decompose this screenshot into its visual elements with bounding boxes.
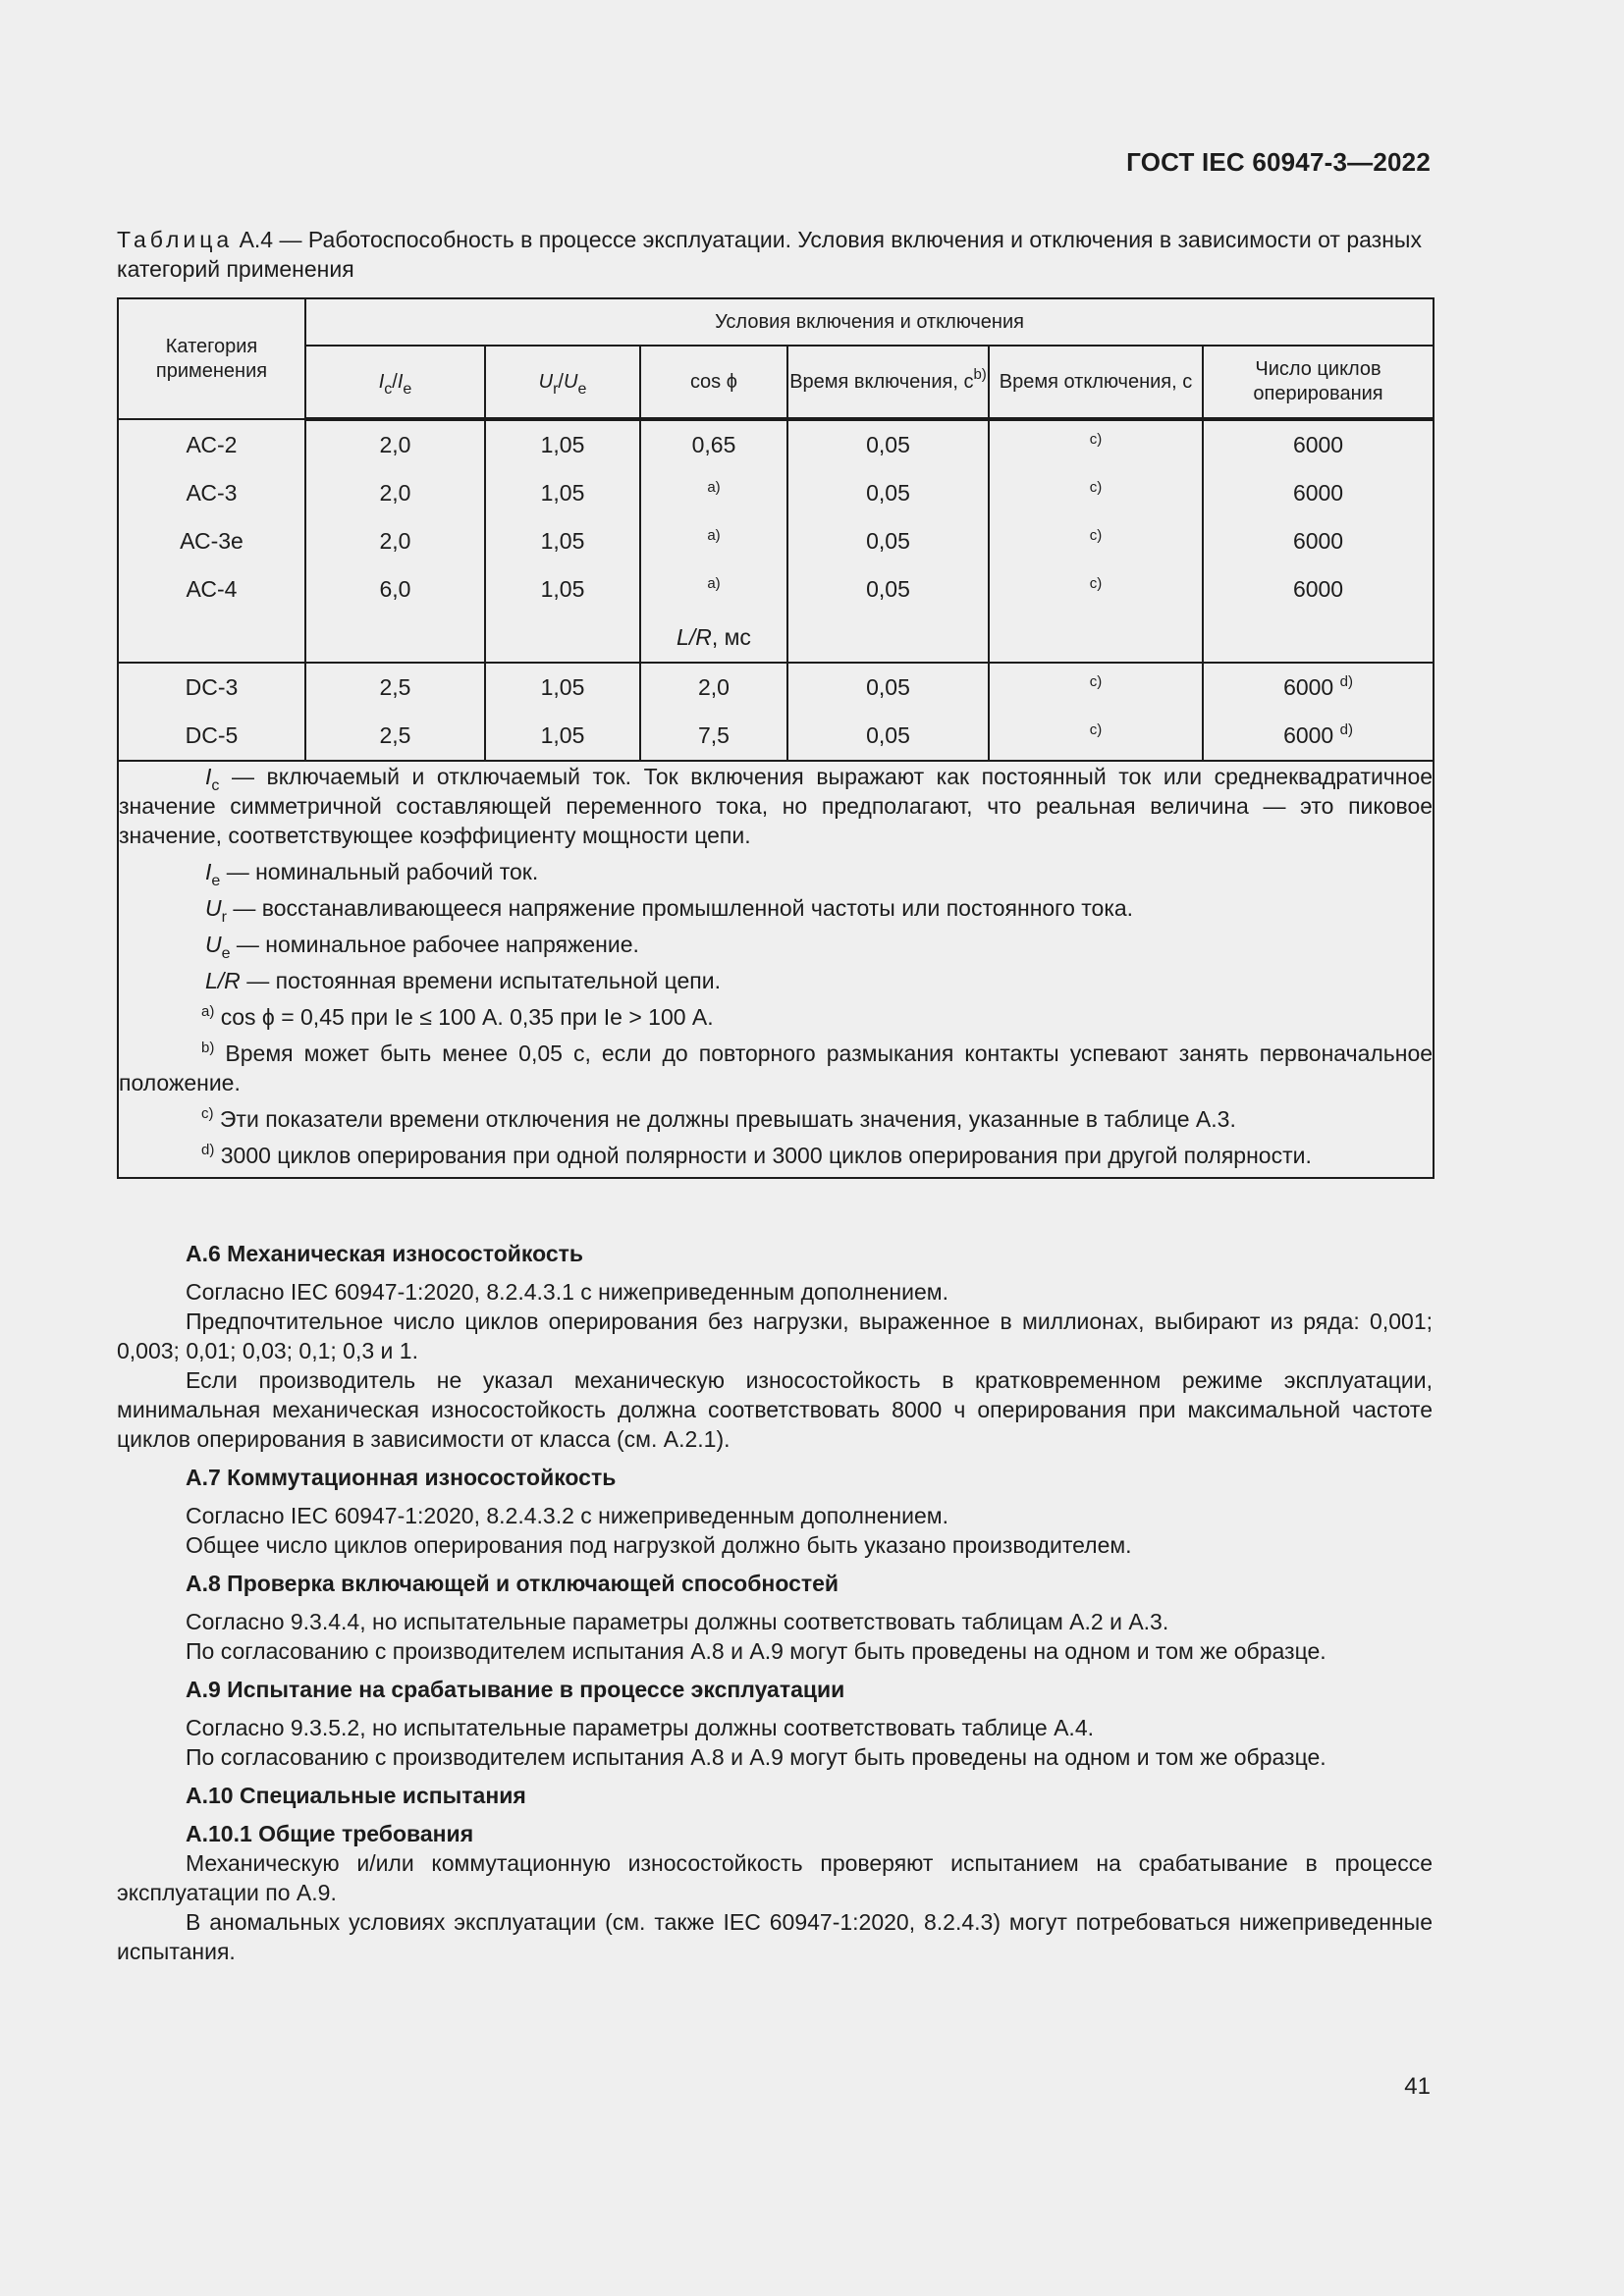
table-row-lr-header (118, 614, 1434, 663)
document-body (117, 1239, 1433, 1966)
header-time-on: Время включения, $с^{b)}$ (787, 346, 989, 419)
paragraph: Согласно IEC 60947-1:2020, 8.2.4.3.2 с нижеприведенным дополнением. (186, 1503, 948, 1528)
table-row: АС-3е 2,0 1,05 $^{a)}$ 0,05 $^{c)}$ 6000 (118, 517, 1434, 565)
table-row: DC-3 2,5 1,05 2,0 0,05 $^{c)}$ 6000 $^{d)}$ (118, 663, 1434, 712)
table-caption (117, 225, 1433, 284)
footnote-a: $^{a)}$ cos ϕ = 0,45 при Ie ≤ 100 А. 0,35 при Ie > 100 А. (201, 1003, 714, 1030)
footnote-b: $^{b)}$ Время может быть менее 0,05 с, если до повторного размыкания контакты успевают занять первоначальное положение. (119, 1040, 1434, 1095)
header-conditions-group: Условия включения и отключения (305, 298, 1434, 346)
section-a7-title: А.7 Коммутационная износостойкость (186, 1465, 617, 1490)
table-notes (118, 761, 1434, 1178)
paragraph: Если производитель не указал механическую износостойкость в кратковременном режиме эксплуатации, минимальная механическая износостойкость должна соответствовать 8000 ч оперирования при максимальной частоте циклов оперирования в зависимости от класса (см. А.2.1). (117, 1367, 1433, 1452)
header-cos-phi: cos ϕ (640, 346, 787, 419)
header-ur-ue: $U_r/U_e$ (485, 346, 640, 419)
paragraph: Согласно 9.3.4.4, но испытательные параметры должны соответствовать таблицам А.2 и А.3. (186, 1609, 1169, 1634)
caption-label: Таблица (117, 227, 234, 252)
table-row: DC-5 2,5 1,05 7,5 0,05 $^{c)}$ 6000 $^{d)}$ (118, 712, 1434, 761)
section-a10-title: А.10 Специальные испытания (186, 1783, 526, 1808)
section-a6-title: А.6 Механическая износостойкость (186, 1241, 584, 1266)
paragraph: Предпочтительное число циклов оперирования без нагрузки, выраженное в миллионах, выбирают из ряда: 0,001; 0,003; 0,01; 0,03; 0,1; 0,3 и 1. (117, 1308, 1433, 1363)
table-row: АС-2 2,0 1,05 0,65 0,05 $^{c)}$ 6000 (118, 419, 1434, 469)
paragraph: Общее число циклов оперирования под нагрузкой должно быть указано производителем. (186, 1532, 1132, 1558)
paragraph: Согласно IEC 60947-1:2020, 8.2.4.3.1 с нижеприведенным дополнением. (186, 1279, 948, 1305)
paragraph: В аномальных условиях эксплуатации (см. также IEC 60947-1:2020, 8.2.4.3) могут потребоваться нижеприведенные испытания. (117, 1909, 1433, 1964)
paragraph: Механическую и/или коммутационную износостойкость проверяют испытанием на срабатывание в процессе эксплуатации по А.9. (117, 1850, 1433, 1905)
paragraph: По согласованию с производителем испытания А.8 и А.9 могут быть проведены на одном и том же образце. (186, 1638, 1326, 1664)
note-lr: L/R — постоянная времени испытательной цепи. (205, 968, 721, 993)
footnote-c: $^{c)}$ Эти показатели времени отключения не должны превышать значения, указанные в таблице А.3. (201, 1105, 1236, 1132)
header-time-off: Время отключения, с (989, 346, 1203, 419)
header-category: Категория применения (118, 298, 305, 419)
note-ue: $U_e$ — номинальное рабочее напряжение. (205, 932, 639, 962)
header-cycles: Число циклов оперирования (1203, 346, 1434, 419)
lr-subheader: L/R, мс (640, 614, 787, 663)
section-a9-title: А.9 Испытание на срабатывание в процессе эксплуатации (186, 1677, 845, 1702)
footnote-d: $^{d)}$ 3000 циклов оперирования при одной полярности и 3000 циклов оперирования при другой полярности. (201, 1142, 1312, 1168)
caption-text: А.4 — Работоспособность в процессе эксплуатации. Условия включения и отключения в зависимости от разных категорий применения (117, 227, 1422, 282)
note-ic: $I_c$ — включаемый и отключаемый ток. Ток включения выражают как постоянный ток или среднеквадратичное значение симметричной составляющей переменного тока, но предполагают, что реальная величина — это пиковое значение, соответствующее коэффициенту мощности цепи. (119, 764, 1434, 848)
paragraph: По согласованию с производителем испытания А.8 и А.9 могут быть проведены на одном и том же образце. (186, 1744, 1326, 1770)
table-row: АС-3 2,0 1,05 $^{a)}$ 0,05 $^{c)}$ 6000 (118, 469, 1434, 517)
note-ie: $I_e$ — номинальный рабочий ток. (205, 859, 539, 889)
table-row: АС-4 6,0 1,05 $^{a)}$ 0,05 $^{c)}$ 6000 (118, 565, 1434, 614)
note-ur: $U_r$ — восстанавливающееся напряжение промышленной частоты или постоянного тока. (205, 895, 1134, 926)
page-number: 41 (1404, 2073, 1431, 2100)
operating-conditions-table (117, 297, 1435, 1179)
document-header: ГОСТ IEC 60947-3—2022 (1126, 147, 1431, 177)
header-ic-ie: $I_c/I_e$ (305, 346, 485, 419)
section-a8-title: А.8 Проверка включающей и отключающей способностей (186, 1571, 839, 1596)
paragraph: Согласно 9.3.5.2, но испытательные параметры должны соответствовать таблице А.4. (186, 1715, 1095, 1740)
section-a101-title: А.10.1 Общие требования (186, 1821, 474, 1846)
